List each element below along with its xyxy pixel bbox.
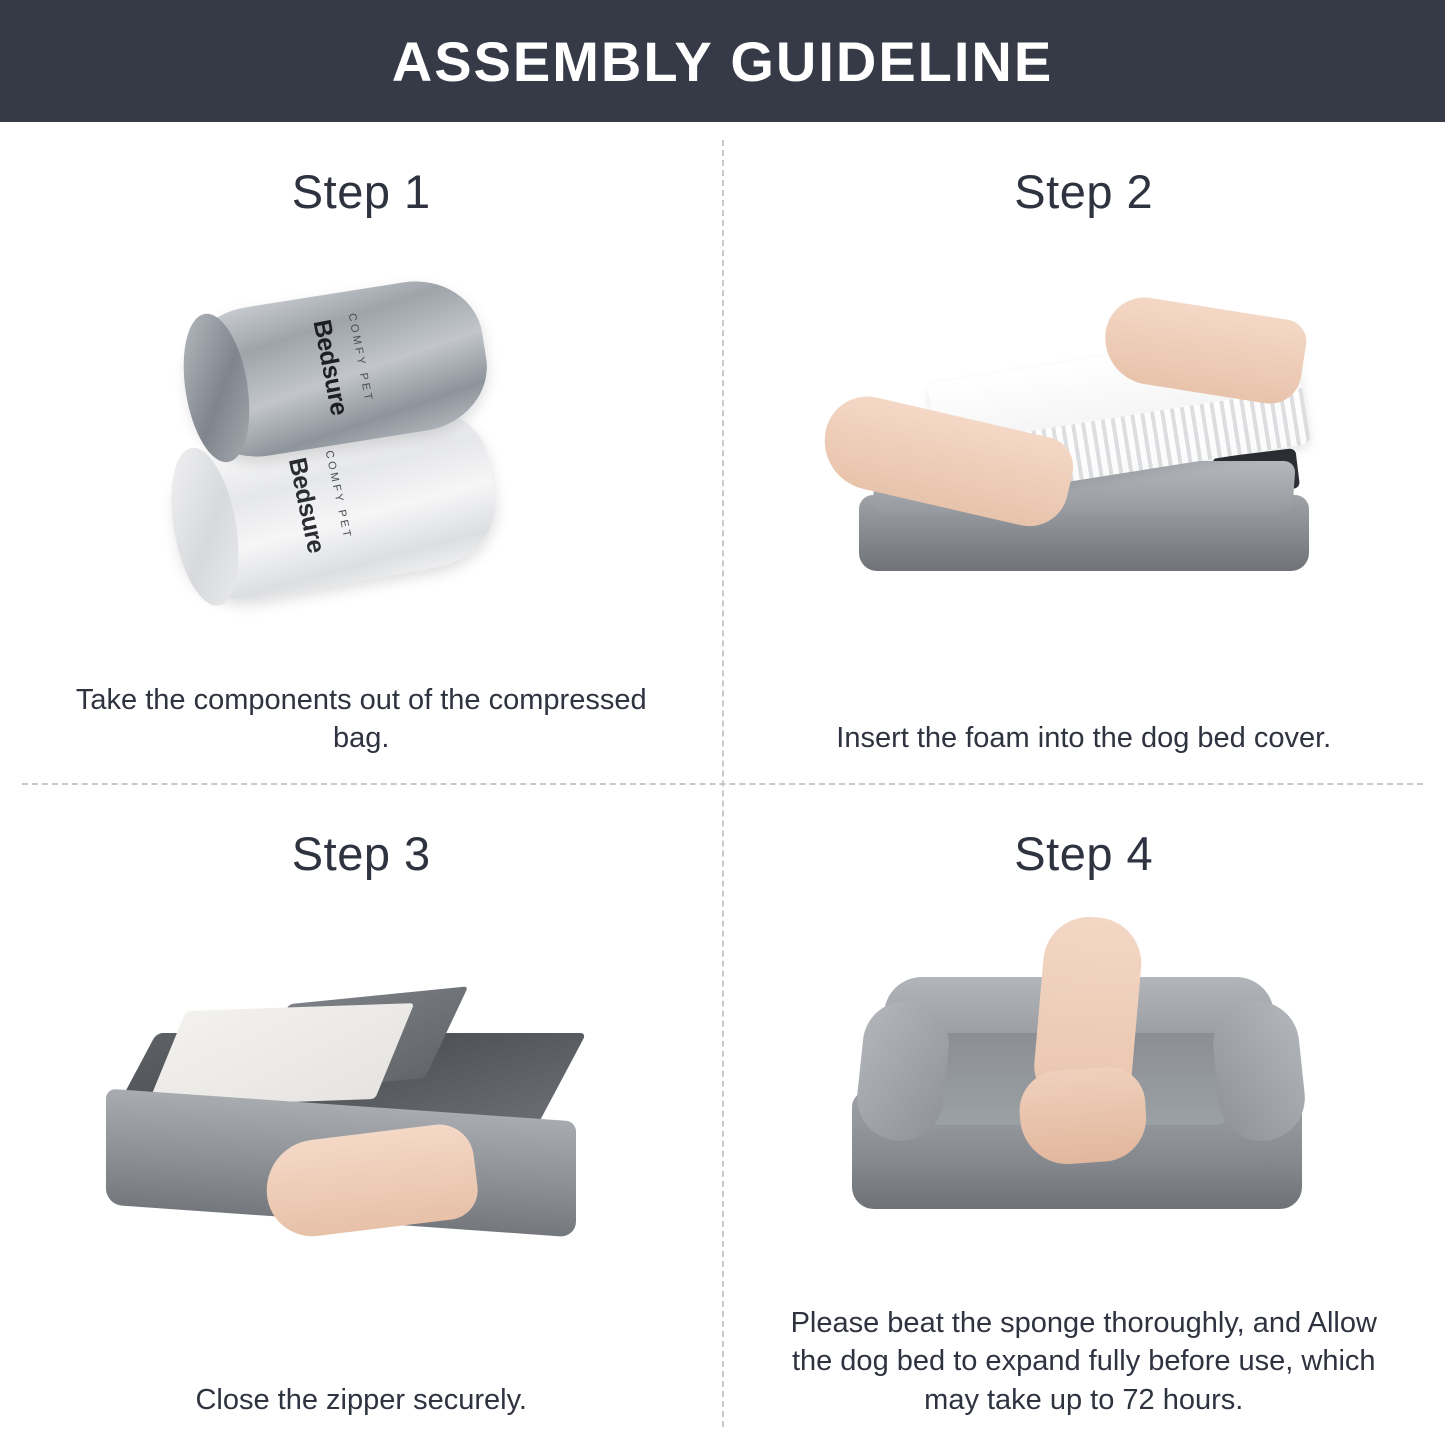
roll-end-cap <box>174 309 259 467</box>
step-card-2 <box>723 122 1445 784</box>
brand-subtitle: COMFY PET <box>345 312 375 404</box>
finished-bed-art <box>824 921 1344 1261</box>
foam-exposed <box>147 1003 415 1107</box>
step-4-illustration <box>779 889 1390 1295</box>
step-caption: Please beat the sponge thoroughly, and Allow the dog bed to expand fully before use, which may take up to 72 hours. <box>790 1307 1377 1416</box>
zipper-close-art <box>96 965 626 1295</box>
brand-subtitle: COMFY PET <box>322 449 354 541</box>
step-title: Step 3 <box>291 826 431 880</box>
step-card-1 <box>0 122 723 784</box>
step-caption: Insert the foam into the dog bed cover. <box>836 722 1332 755</box>
hand-beating-sponge <box>1017 1065 1149 1168</box>
compressed-rolls-art <box>146 284 576 614</box>
page-title: ASSEMBLY GUIDELINE <box>391 29 1054 93</box>
step-caption: Close the zipper securely. <box>195 1383 527 1416</box>
step-card-3 <box>0 784 723 1445</box>
step-title: Step 2 <box>1014 165 1154 218</box>
step-2-illustration <box>779 227 1390 709</box>
brand-label: Bedsure <box>283 455 331 556</box>
step-title: Step 1 <box>291 165 431 218</box>
step-caption: Take the components out of the compressed bag. <box>75 683 647 755</box>
page-header <box>0 0 1445 122</box>
step-3-illustration <box>56 889 667 1371</box>
steps-grid <box>0 122 1445 1445</box>
step-title: Step 4 <box>1014 826 1154 880</box>
step-1-illustration <box>56 227 667 671</box>
roll-end-cap <box>161 443 250 611</box>
brand-label: Bedsure <box>307 317 354 418</box>
step-card-4 <box>723 784 1445 1445</box>
foam-into-cover-art <box>804 303 1364 633</box>
